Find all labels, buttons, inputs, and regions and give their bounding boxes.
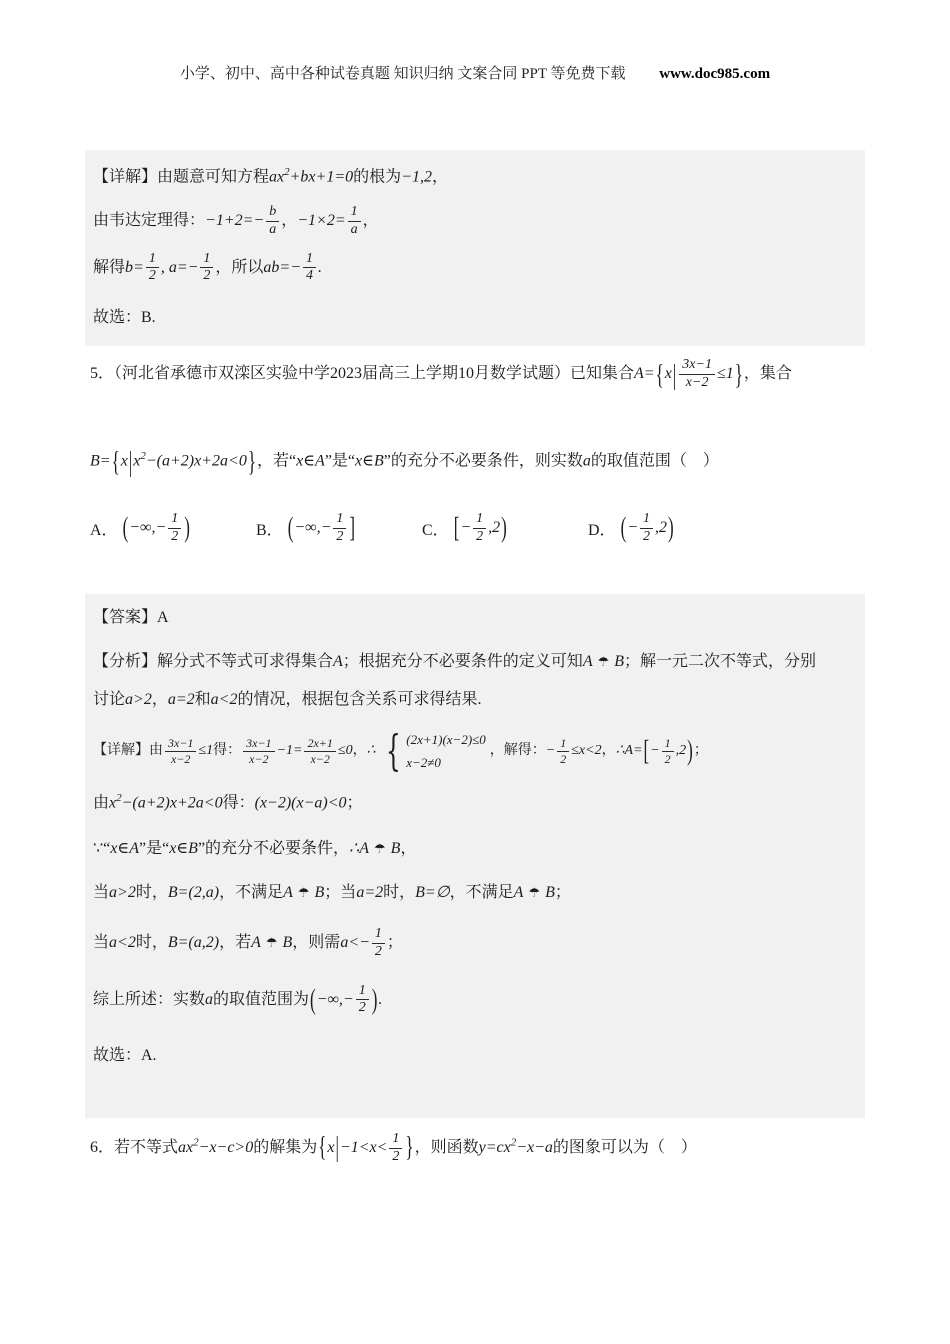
text-run: 解得 [93,258,126,276]
fraction-denominator: x−2 [685,374,709,390]
math-run: B= [90,452,111,470]
fraction [266,205,279,237]
fraction-denominator: 2 [560,751,567,766]
option-a-label: A． [90,521,118,539]
tall-delimiter: | [335,1130,339,1163]
math-run: ≤0 [337,743,353,759]
text-run: ，解得： [489,743,546,759]
fraction-denominator: 2 [203,268,211,284]
math-run: ∴A [349,840,369,858]
solution4-detail-line [93,164,857,189]
math-run: ax [178,1138,194,1156]
fraction [557,737,569,765]
option-a-formula [122,512,191,544]
math-run: ,2 [488,518,501,536]
cases-system [380,726,486,776]
fraction-numerator: 1 [200,252,213,269]
fraction [389,1132,402,1164]
fraction-numerator: 1 [356,984,369,1001]
text-run: 的取值范围为 [213,990,310,1008]
text-run: 【详解】由 [93,743,163,759]
text-run: ，所以 [215,258,264,276]
page-header [0,62,950,83]
math-run: . [318,258,323,276]
fraction-numerator: 1 [303,252,316,269]
math-run: x [327,1138,335,1156]
fraction [243,737,274,765]
text-run: 的图象可以为（ ） [552,1138,697,1156]
tall-delimiter: ] [349,511,356,544]
fraction [200,252,213,284]
fraction-numerator: 1 [662,737,674,752]
fraction-denominator: 2 [374,944,382,960]
math-run: A [251,934,261,952]
fraction-denominator: 2 [171,528,179,544]
math-run: ∴ [366,743,376,759]
superscript: 2 [116,792,122,804]
text-run: ，若 [219,934,252,952]
text-run: ； [346,794,363,812]
tall-delimiter: { [655,357,664,391]
fraction-numerator: 1 [333,512,346,529]
text-run: 【答案】A [93,609,169,626]
proper-subset-symbol: ☂ [297,885,310,901]
solution-block-q5 [85,594,865,1118]
math-run: B=(a,2) [167,934,220,952]
math-run: − [460,518,472,536]
text-run: ， [400,840,417,858]
fraction-denominator: x−2 [310,751,330,766]
fraction-numerator: 2x+1 [304,737,335,752]
solution5-case1-line [93,881,857,905]
fraction [348,205,361,237]
option-d [588,512,754,544]
fraction-denominator: x−2 [171,751,191,766]
text-run: 的根为 [353,168,402,186]
fraction-numerator: 1 [473,512,486,529]
text-run: ； [693,743,708,759]
math-run: −(a+2)x+2a<0 [121,794,223,812]
text-run: ”的充分不必要条件，则实数 [383,452,583,470]
tall-delimiter: | [672,357,677,391]
tall-delimiter: } [734,357,743,391]
cases-row: (2x+1)(x−2)≤0 [406,732,486,747]
fraction [356,984,369,1016]
fraction-numerator: 1 [389,1132,402,1149]
option-d-formula [620,512,675,544]
tall-delimiter: ) [184,511,190,544]
tall-delimiter: { [318,1130,327,1163]
solution5-detail-line1 [93,726,857,776]
text-run: 故选：A. [93,1047,157,1065]
tall-delimiter: ) [371,983,378,1016]
math-run: −∞,− [316,990,354,1008]
proper-subset-symbol: ☂ [528,885,541,901]
text-run: 的取值范围（ ） [590,452,719,470]
math-run: a [582,452,591,470]
fraction-denominator: 2 [643,528,651,544]
tall-delimiter: ( [122,511,129,544]
superscript: 2 [193,1136,199,1149]
text-run: 当 [93,884,110,902]
tall-delimiter: ) [668,511,674,544]
text-run: 当 [93,934,110,952]
fraction [679,358,715,390]
option-d-label: D． [588,521,616,539]
solution5-detail-line3 [93,837,857,861]
math-run: a<− [340,934,370,952]
question-6 [90,1132,900,1164]
option-c [422,512,588,544]
math-run: a<2 [109,934,136,952]
cases-row: x−2≠0 [406,754,441,770]
text-run: ， [281,212,298,230]
fraction-denominator: 2 [148,268,156,284]
solution4-result-line [93,252,857,284]
math-run: − [627,518,639,536]
tall-delimiter: ) [687,734,693,767]
fraction-numerator: 3x−1 [679,358,715,375]
text-run: 讨论 [93,691,126,708]
math-run: +bx+1=0 [289,168,354,186]
text-run: ， [352,743,367,759]
text-run: 综上所述：实数 [93,990,206,1008]
math-run: ,2 [675,743,687,759]
tall-delimiter: [ [453,511,460,544]
fraction [304,737,335,765]
fraction-denominator: a [350,222,358,238]
math-run: B [614,653,625,670]
text-run: 的解集为 [253,1138,318,1156]
math-run: y=cx [478,1138,511,1156]
math-run: −(a+2)x+2a<0 [145,452,247,470]
text-run: ， [362,212,379,230]
math-run: −1+2=− [205,212,265,230]
math-run: a [205,990,214,1008]
fraction [303,252,316,284]
text-run: ”是“ [324,452,356,470]
math-run: B [314,884,325,902]
tall-delimiter: } [247,445,256,478]
math-run: A= [634,364,655,382]
option-a [90,512,256,544]
solution5-analysis-line1 [93,650,857,674]
text-run: 故选：B. [93,309,156,327]
math-run: ∴A= [615,743,643,759]
fraction-numerator: b [266,205,279,222]
option-b [256,512,422,544]
text-run: 和 [194,691,211,708]
header-text: 小学、初中、高中各种试卷真题 知识归纳 文案合同 PPT 等免费下载 [179,66,626,82]
math-run: −∞,− [294,518,332,536]
text-run: ， [601,743,616,759]
text-run: 由韦达定理得： [93,212,206,230]
solution5-case2-line [93,927,857,959]
math-run: A [283,884,293,902]
math-run: −x−c>0 [198,1138,254,1156]
text-run: 得： [222,794,255,812]
fraction-numerator: 3x−1 [165,737,196,752]
math-run: ≤1 [716,364,734,382]
fraction-denominator: 2 [476,528,484,544]
text-run: ”的充分不必要条件， [197,840,350,858]
math-run: x [109,794,117,812]
tall-delimiter: { [111,445,120,478]
fraction-denominator: 2 [358,1000,366,1016]
cases-rows [406,730,486,772]
tall-delimiter: | [128,445,133,478]
math-run: x [120,452,128,470]
fraction-numerator: 1 [557,737,569,752]
math-run: A [333,653,343,670]
header-site-link[interactable]: www.doc985.com [659,66,771,82]
solution5-conclusion-line [93,984,857,1016]
math-run: a=2 [167,691,195,708]
tall-delimiter: ) [501,511,507,544]
text-run: ， [151,691,168,708]
math-run: A [513,884,524,902]
math-run: ≤x<2 [571,743,602,759]
fraction [662,737,674,765]
option-b-label: B． [256,521,283,539]
cases-brace: { [385,726,401,776]
math-run: . [378,990,383,1008]
text-run: ；根据充分不必要条件的定义可知 [342,653,583,670]
text-run: 得： [213,743,242,759]
tall-delimiter: ( [620,511,627,544]
math-run: x∈A [296,452,325,470]
fraction [372,927,385,959]
fraction [640,512,653,544]
math-run: ,2 [655,518,668,536]
fraction [146,252,159,284]
solution4-answer-line [93,306,857,330]
solution5-detail-line2 [93,790,857,815]
math-run: −1<x< [339,1138,388,1156]
math-run: B=(2,a) [167,884,220,902]
fraction [168,512,181,544]
superscript: 2 [140,450,146,462]
solution5-answer-line [93,1044,857,1068]
math-run: − [545,743,556,759]
math-run: a<2 [210,691,238,708]
text-run: ，则需 [292,934,341,952]
math-run: x∈A [110,840,139,858]
math-run: a>2 [125,691,152,708]
fraction [165,737,196,765]
math-run: ax [269,168,285,186]
option-c-formula [453,512,508,544]
fraction [473,512,486,544]
math-run: x [664,364,672,382]
option-b-formula [287,512,356,544]
question-5-options [90,512,890,544]
math-run: −1×2= [297,212,346,230]
proper-subset-symbol: ☂ [265,935,278,951]
math-run: ≤1 [198,743,214,759]
text-run: ；当 [324,884,357,902]
text-run: ”是“ [139,840,170,858]
math-run: −∞,− [129,518,167,536]
text-run: 时， [383,884,416,902]
text-run: ，则函数 [414,1138,479,1156]
solution4-vieta-line [93,205,857,237]
fraction-denominator: a [269,222,277,238]
tall-delimiter: ( [310,983,316,1016]
solution5-analysis-line2 [93,688,857,712]
text-run: 的情况，根据包含关系可求得结果. [237,691,482,708]
math-run: ab=− [263,258,302,276]
fraction-denominator: 2 [336,528,344,544]
superscript: 2 [284,166,290,178]
text-run: 时， [135,884,168,902]
text-run: ； [386,934,403,952]
text-run: ，若“ [257,452,297,470]
text-run: ，不满足 [219,884,284,902]
text-run: 【详解】由题意可知方程 [93,168,270,186]
text-run: 时， [135,934,168,952]
math-run: A [582,653,593,670]
math-run: −x−a [516,1138,553,1156]
text-run: ，不满足 [449,884,514,902]
fraction-numerator: 1 [372,927,385,944]
math-run: B=∅ [415,884,450,902]
fraction-denominator: 2 [664,751,671,766]
math-run: B [545,884,555,902]
text-run: 【分析】解分式不等式可求得集合 [93,653,334,670]
math-run: x∈B [169,840,198,858]
text-run: ，集合 [743,364,792,382]
math-run: − [650,743,660,759]
question-5-body [90,445,880,478]
math-run: −1= [276,743,303,759]
superscript: 2 [510,1136,517,1149]
text-run: 6．若不等式 [90,1138,179,1156]
fraction-denominator: 4 [306,268,314,284]
text-run: ， [431,168,448,186]
fraction-numerator: 1 [348,205,361,222]
math-run: x∈B [355,452,384,470]
math-run: B [390,840,401,858]
fraction-numerator: 1 [168,512,181,529]
text-run: 由 [93,794,110,812]
fraction [333,512,346,544]
proper-subset-symbol: ☂ [374,841,386,857]
math-run: a>2 [109,884,136,902]
math-run: B [282,934,293,952]
text-run: ∵“ [93,840,111,858]
solution5-answer-label [93,606,857,630]
math-run: x [133,452,141,470]
text-run: ；解一元二次不等式，分别 [624,653,817,670]
math-run: a=2 [356,884,384,902]
tall-delimiter: [ [643,734,650,767]
option-c-label: C． [422,521,449,539]
fraction-numerator: 1 [146,252,159,269]
text-run: 5．（河北省承德市双滦区实验中学2023届高三上学期10月数学试题）已知集合 [90,364,635,382]
math-run: , a=− [160,258,199,276]
text-run: ； [554,884,571,902]
proper-subset-symbol: ☂ [597,654,610,669]
tall-delimiter: } [405,1130,414,1163]
solution-block-q4 [85,150,865,346]
fraction-numerator: 1 [640,512,653,529]
fraction-denominator: 2 [392,1148,400,1164]
math-run: (x−2)(x−a)<0 [254,794,347,812]
math-run: b= [125,258,144,276]
question-5-intro [90,358,880,390]
fraction-numerator: 3x−1 [243,737,274,752]
tall-delimiter: ( [287,511,294,544]
fraction-denominator: x−2 [249,751,269,766]
math-run: −1,2 [401,168,432,186]
